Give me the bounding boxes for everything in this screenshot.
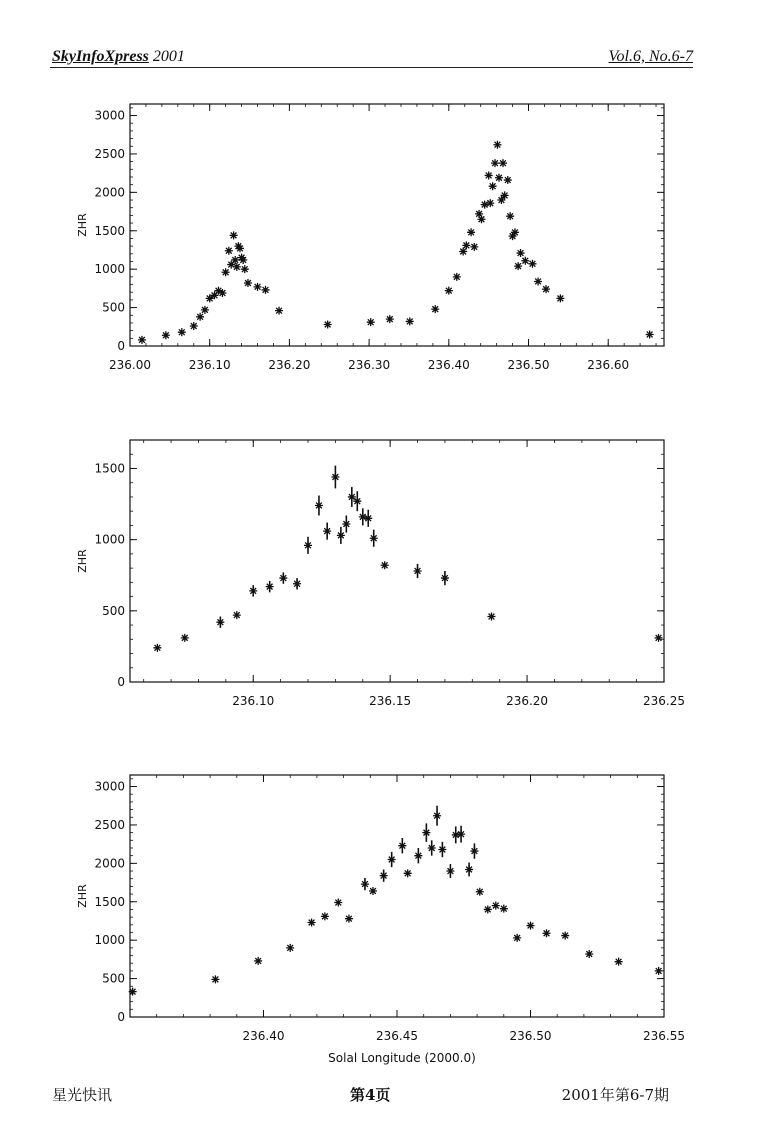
asterisk-marker bbox=[261, 286, 269, 294]
data-point bbox=[585, 950, 593, 958]
asterisk-marker bbox=[321, 912, 329, 920]
asterisk-marker bbox=[331, 473, 339, 481]
asterisk-marker bbox=[233, 611, 241, 619]
asterisk-marker bbox=[370, 534, 378, 542]
data-point bbox=[441, 571, 449, 585]
data-point bbox=[422, 823, 430, 841]
asterisk-marker bbox=[364, 514, 372, 522]
y-tick-label: 1500 bbox=[94, 894, 125, 909]
data-point bbox=[476, 888, 484, 896]
data-point bbox=[201, 306, 209, 314]
data-point bbox=[481, 201, 489, 209]
x-tick-label: 236.50 bbox=[509, 1029, 552, 1043]
y-tick-label: 0 bbox=[117, 675, 125, 689]
asterisk-marker bbox=[486, 199, 494, 207]
data-point bbox=[493, 141, 501, 149]
data-point bbox=[279, 572, 287, 583]
asterisk-marker bbox=[615, 958, 623, 966]
asterisk-marker bbox=[233, 263, 241, 271]
asterisk-marker bbox=[315, 501, 323, 509]
data-point bbox=[414, 564, 422, 578]
data-point bbox=[615, 958, 623, 966]
asterisk-marker bbox=[286, 944, 294, 952]
data-point bbox=[359, 508, 367, 525]
asterisk-marker bbox=[304, 541, 312, 549]
data-point bbox=[492, 902, 500, 910]
footer-issue: 2001年第6-7期 bbox=[561, 1086, 669, 1104]
asterisk-marker bbox=[556, 294, 564, 302]
y-tick-label: 1000 bbox=[94, 262, 125, 277]
data-point bbox=[129, 988, 137, 996]
data-point bbox=[500, 905, 508, 913]
data-point bbox=[239, 256, 247, 264]
data-point bbox=[438, 842, 446, 857]
asterisk-marker bbox=[178, 328, 186, 336]
data-point bbox=[465, 863, 473, 877]
data-point bbox=[225, 247, 233, 255]
asterisk-marker bbox=[446, 867, 454, 875]
asterisk-marker bbox=[506, 212, 514, 220]
journal-name: SkyInfoXpress bbox=[52, 48, 149, 65]
asterisk-marker bbox=[433, 812, 441, 820]
asterisk-marker bbox=[462, 241, 470, 249]
data-point bbox=[398, 838, 406, 853]
data-point bbox=[315, 496, 323, 516]
data-point bbox=[467, 228, 475, 236]
data-point bbox=[470, 243, 478, 251]
data-point bbox=[218, 289, 226, 297]
data-point bbox=[361, 878, 369, 890]
data-point bbox=[491, 159, 499, 167]
asterisk-marker bbox=[521, 257, 529, 265]
data-point bbox=[462, 241, 470, 249]
data-point bbox=[542, 285, 550, 293]
data-point bbox=[244, 279, 252, 287]
data-point bbox=[293, 578, 301, 589]
asterisk-marker bbox=[517, 249, 525, 257]
data-point bbox=[511, 228, 519, 236]
asterisk-marker bbox=[308, 919, 316, 927]
data-point bbox=[513, 934, 521, 942]
asterisk-marker bbox=[477, 215, 485, 223]
x-tick-label: 236.15 bbox=[369, 694, 412, 708]
chart-3 bbox=[76, 775, 685, 1065]
asterisk-marker bbox=[453, 273, 461, 281]
asterisk-marker bbox=[181, 634, 189, 642]
asterisk-marker bbox=[369, 887, 377, 895]
data-point bbox=[453, 273, 461, 281]
y-tick-label: 500 bbox=[102, 603, 125, 618]
x-tick-label: 236.00 bbox=[109, 358, 151, 372]
asterisk-marker bbox=[406, 317, 414, 325]
asterisk-marker bbox=[543, 929, 551, 937]
x-tick-label: 236.50 bbox=[507, 358, 550, 372]
asterisk-marker bbox=[367, 318, 375, 326]
asterisk-marker bbox=[225, 247, 233, 255]
asterisk-marker bbox=[655, 967, 663, 975]
data-point bbox=[211, 975, 219, 983]
x-tick-label: 236.30 bbox=[348, 358, 391, 372]
x-tick-label: 236.20 bbox=[506, 694, 549, 708]
asterisk-marker bbox=[504, 176, 512, 184]
plot-frame bbox=[130, 440, 664, 682]
data-point bbox=[452, 826, 460, 843]
data-point bbox=[486, 199, 494, 207]
data-point bbox=[162, 331, 170, 339]
data-point bbox=[534, 277, 542, 285]
data-point bbox=[181, 634, 189, 642]
asterisk-marker bbox=[381, 561, 389, 569]
data-point bbox=[241, 265, 249, 273]
y-tick-label: 3000 bbox=[94, 108, 125, 123]
asterisk-marker bbox=[361, 880, 369, 888]
asterisk-marker bbox=[348, 493, 356, 501]
data-point bbox=[470, 843, 478, 858]
asterisk-marker bbox=[493, 141, 501, 149]
data-point bbox=[334, 899, 342, 907]
data-point bbox=[370, 530, 378, 547]
x-tick-label: 236.40 bbox=[427, 358, 470, 372]
asterisk-marker bbox=[470, 847, 478, 855]
data-point bbox=[261, 286, 269, 294]
asterisk-marker bbox=[500, 905, 508, 913]
data-point bbox=[388, 852, 396, 867]
asterisk-marker bbox=[244, 279, 252, 287]
data-point bbox=[556, 294, 564, 302]
data-point bbox=[527, 922, 535, 930]
asterisk-marker bbox=[489, 182, 497, 190]
data-point bbox=[414, 848, 422, 863]
asterisk-marker bbox=[279, 574, 287, 582]
plot-frame bbox=[130, 775, 664, 1017]
asterisk-marker bbox=[542, 285, 550, 293]
data-point bbox=[446, 864, 454, 878]
data-point bbox=[528, 260, 536, 268]
asterisk-marker bbox=[438, 846, 446, 854]
asterisk-marker bbox=[484, 905, 492, 913]
asterisk-marker bbox=[534, 277, 542, 285]
asterisk-marker bbox=[342, 520, 350, 528]
data-point bbox=[485, 171, 493, 179]
asterisk-marker bbox=[380, 872, 388, 880]
asterisk-marker bbox=[337, 531, 345, 539]
asterisk-marker bbox=[511, 228, 519, 236]
data-point bbox=[428, 840, 436, 855]
asterisk-marker bbox=[441, 574, 449, 582]
data-point bbox=[489, 182, 497, 190]
y-tick-label: 2500 bbox=[94, 817, 125, 832]
asterisk-marker bbox=[236, 244, 244, 252]
y-tick-label: 1000 bbox=[94, 532, 125, 547]
x-tick-label: 236.10 bbox=[188, 358, 231, 372]
data-point bbox=[477, 215, 485, 223]
y-tick-label: 2000 bbox=[94, 185, 125, 200]
journal-year: 2001 bbox=[152, 48, 185, 65]
asterisk-marker bbox=[527, 922, 535, 930]
y-tick-label: 0 bbox=[117, 339, 125, 353]
data-point bbox=[499, 159, 507, 167]
x-tick-label: 236.10 bbox=[232, 694, 275, 708]
data-point bbox=[646, 330, 654, 338]
asterisk-marker bbox=[323, 527, 331, 535]
data-point bbox=[445, 287, 453, 295]
asterisk-marker bbox=[528, 260, 536, 268]
y-tick-label: 500 bbox=[102, 300, 125, 315]
data-point bbox=[236, 244, 244, 252]
data-point bbox=[517, 249, 525, 257]
asterisk-marker bbox=[129, 988, 137, 996]
asterisk-marker bbox=[386, 315, 394, 323]
x-tick-label: 236.55 bbox=[643, 1029, 685, 1043]
asterisk-marker bbox=[513, 934, 521, 942]
data-point bbox=[487, 613, 495, 621]
data-point bbox=[457, 826, 465, 843]
data-point bbox=[308, 919, 316, 927]
asterisk-marker bbox=[514, 262, 522, 270]
data-point bbox=[254, 283, 262, 291]
journal-volume: Vol.6, No.6-7 bbox=[608, 48, 693, 65]
asterisk-marker bbox=[254, 283, 262, 291]
data-point bbox=[369, 887, 377, 895]
data-point bbox=[254, 957, 262, 965]
asterisk-marker bbox=[230, 231, 238, 239]
data-point bbox=[655, 967, 663, 975]
data-point bbox=[337, 527, 345, 544]
y-tick-label: 3000 bbox=[94, 779, 125, 794]
data-point bbox=[495, 174, 503, 182]
data-point bbox=[196, 313, 204, 321]
y-axis-label: ZHR bbox=[76, 213, 89, 237]
asterisk-marker bbox=[222, 268, 230, 276]
asterisk-marker bbox=[266, 583, 274, 591]
asterisk-marker bbox=[561, 932, 569, 940]
plot-frame bbox=[130, 104, 664, 346]
x-tick-label: 236.20 bbox=[268, 358, 311, 372]
asterisk-marker bbox=[138, 336, 146, 344]
asterisk-marker bbox=[481, 201, 489, 209]
asterisk-marker bbox=[470, 243, 478, 251]
asterisk-marker bbox=[345, 915, 353, 923]
y-tick-label: 1500 bbox=[94, 461, 125, 476]
asterisk-marker bbox=[492, 902, 500, 910]
data-point bbox=[178, 328, 186, 336]
asterisk-marker bbox=[414, 567, 422, 575]
asterisk-marker bbox=[359, 513, 367, 521]
data-point bbox=[431, 305, 439, 313]
chart-2 bbox=[76, 440, 685, 708]
data-point bbox=[138, 336, 146, 344]
data-point bbox=[304, 537, 312, 554]
y-tick-label: 2500 bbox=[94, 146, 125, 161]
data-point bbox=[190, 322, 198, 330]
data-point bbox=[561, 932, 569, 940]
asterisk-marker bbox=[254, 957, 262, 965]
asterisk-marker bbox=[201, 306, 209, 314]
data-point bbox=[153, 644, 161, 652]
asterisk-marker bbox=[324, 320, 332, 328]
data-point bbox=[406, 317, 414, 325]
data-point bbox=[381, 561, 389, 569]
data-point bbox=[484, 905, 492, 913]
x-tick-label: 236.45 bbox=[376, 1029, 418, 1043]
data-point bbox=[216, 617, 224, 628]
asterisk-marker bbox=[487, 613, 495, 621]
asterisk-marker bbox=[218, 289, 226, 297]
asterisk-marker bbox=[445, 287, 453, 295]
data-point bbox=[386, 315, 394, 323]
data-point bbox=[501, 191, 509, 199]
x-tick-label: 236.60 bbox=[587, 358, 630, 372]
asterisk-marker bbox=[334, 899, 342, 907]
y-axis-label: ZHR bbox=[76, 884, 89, 908]
x-tick-label: 236.25 bbox=[643, 694, 685, 708]
data-point bbox=[521, 257, 529, 265]
asterisk-marker bbox=[585, 950, 593, 958]
data-point bbox=[323, 523, 331, 540]
asterisk-marker bbox=[353, 497, 361, 505]
data-point bbox=[655, 634, 663, 642]
x-tick-label: 236.40 bbox=[242, 1029, 285, 1043]
data-point bbox=[266, 581, 274, 592]
asterisk-marker bbox=[655, 634, 663, 642]
asterisk-marker bbox=[190, 322, 198, 330]
data-point bbox=[514, 262, 522, 270]
asterisk-marker bbox=[457, 830, 465, 838]
data-point bbox=[275, 307, 283, 315]
data-point bbox=[506, 212, 514, 220]
asterisk-marker bbox=[241, 265, 249, 273]
y-tick-label: 0 bbox=[117, 1010, 125, 1024]
asterisk-marker bbox=[275, 307, 283, 315]
asterisk-marker bbox=[422, 829, 430, 837]
asterisk-marker bbox=[153, 644, 161, 652]
data-point bbox=[324, 320, 332, 328]
asterisk-marker bbox=[216, 618, 224, 626]
asterisk-marker bbox=[467, 228, 475, 236]
footer-publication: 星光快讯 bbox=[52, 1086, 113, 1104]
asterisk-marker bbox=[211, 975, 219, 983]
data-point bbox=[504, 176, 512, 184]
y-tick-label: 500 bbox=[102, 971, 125, 986]
y-tick-label: 1500 bbox=[94, 223, 125, 238]
asterisk-marker bbox=[491, 159, 499, 167]
data-point bbox=[367, 318, 375, 326]
data-point bbox=[345, 915, 353, 923]
asterisk-marker bbox=[249, 587, 257, 595]
data-point bbox=[380, 869, 388, 881]
chart-1 bbox=[76, 104, 664, 372]
y-axis-label: ZHR bbox=[76, 549, 89, 573]
data-point bbox=[230, 231, 238, 239]
asterisk-marker bbox=[646, 330, 654, 338]
asterisk-marker bbox=[465, 865, 473, 873]
data-point bbox=[364, 510, 372, 527]
asterisk-marker bbox=[196, 313, 204, 321]
asterisk-marker bbox=[476, 888, 484, 896]
asterisk-marker bbox=[428, 844, 436, 852]
data-point bbox=[286, 944, 294, 952]
data-point bbox=[321, 912, 329, 920]
asterisk-marker bbox=[293, 580, 301, 588]
asterisk-marker bbox=[404, 869, 412, 877]
data-point bbox=[249, 585, 257, 596]
footer-page-number: 第4页 bbox=[350, 1086, 391, 1104]
y-tick-label: 1000 bbox=[94, 933, 125, 948]
data-point bbox=[222, 268, 230, 276]
asterisk-marker bbox=[414, 852, 422, 860]
data-point bbox=[233, 611, 241, 619]
asterisk-marker bbox=[431, 305, 439, 313]
asterisk-marker bbox=[398, 842, 406, 850]
data-point bbox=[233, 263, 241, 271]
asterisk-marker bbox=[388, 856, 396, 864]
asterisk-marker bbox=[239, 256, 247, 264]
data-point bbox=[433, 806, 441, 826]
data-point bbox=[543, 929, 551, 937]
x-axis-label: Solal Longitude (2000.0) bbox=[328, 1051, 476, 1065]
data-point bbox=[342, 515, 350, 532]
asterisk-marker bbox=[495, 174, 503, 182]
y-tick-label: 2000 bbox=[94, 856, 125, 871]
asterisk-marker bbox=[162, 331, 170, 339]
asterisk-marker bbox=[499, 159, 507, 167]
data-point bbox=[404, 869, 412, 877]
data-point bbox=[331, 466, 339, 489]
asterisk-marker bbox=[485, 171, 493, 179]
asterisk-marker bbox=[501, 191, 509, 199]
